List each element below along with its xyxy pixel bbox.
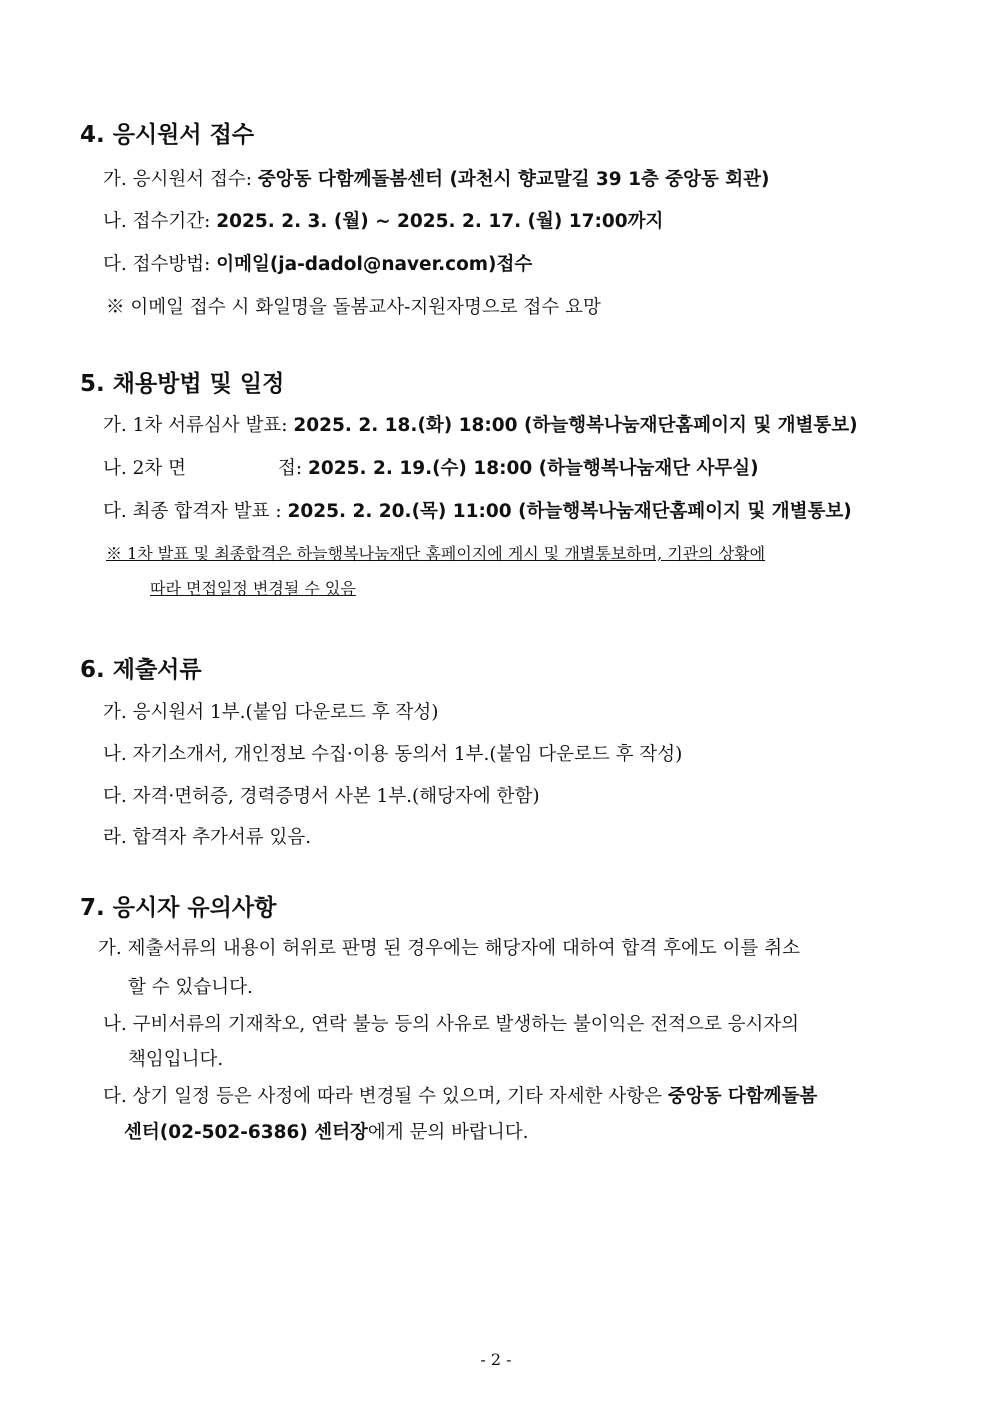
s4-note: ※ 이메일 접수 시 화일명을 돌봄교사-지원자명으로 접수 요망 xyxy=(106,297,601,318)
s6-item-a: 가. 응시원서 1부.(붙임 다운로드 후 작성) xyxy=(103,702,439,723)
section-7-title: 7. 응시자 유의사항 xyxy=(80,895,277,921)
s5-item-b-text: 2025. 2. 19.(수) 18:00 xyxy=(308,458,539,479)
s5-item-b xyxy=(103,454,759,480)
s7-item-a-line2: 할 수 있습니다. xyxy=(128,977,253,998)
s7-item-c-line1-bold: 중앙동 다함께돌봄 xyxy=(667,1086,818,1107)
s4-item-c-prefix: 다. 접수방법: xyxy=(103,254,217,275)
s5-item-c-text: 2025. 2. 20.(목) 11:00 xyxy=(287,501,519,522)
s7-item-c-line2-text: 에게 문의 바랍니다. xyxy=(367,1122,529,1143)
s7-item-c-line2 xyxy=(124,1118,529,1144)
s6-item-c: 다. 자격·면허증, 경력증명서 사본 1부.(해당자에 한함) xyxy=(103,786,540,807)
s4-item-a-bold: 중앙동 다함께돌봄센터 (과천시 향교말길 39 1층 중앙동 회관) xyxy=(257,169,770,190)
s5-item-a-bold: (하늘행복나눔재단홈페이지 및 개별통보) xyxy=(524,415,858,436)
s5-item-c xyxy=(103,497,852,523)
s5-item-c-prefix: 다. 최종 합격자 발표 : xyxy=(103,501,288,522)
s4-item-a xyxy=(103,165,770,191)
s5-item-b-bold: (하늘행복나눔재단 사무실) xyxy=(538,458,759,479)
s7-item-b-line2: 책임입니다. xyxy=(128,1049,224,1070)
s4-item-b-text: 2025. 2. 3. (월) ~ 2025. 2. 17. (월) 17:00까지 xyxy=(216,211,664,232)
s4-item-c-bold: 이메일(ja-dadol@naver.com)접수 xyxy=(216,254,533,275)
section-4-title: 4. 응시원서 접수 xyxy=(80,122,255,148)
s5-note-line1: ※ 1차 발표 및 최종합격은 하늘행복나눔재단 홈페이지에 게시 및 개별통보하며, 기관의 상황에 xyxy=(106,544,766,563)
s7-item-a-line1: 가. 제출서류의 내용이 허위로 판명 된 경우에는 해당자에 대하여 합격 후에도 이를 취소 xyxy=(98,938,800,959)
s5-item-a xyxy=(103,411,858,437)
s4-item-c xyxy=(103,250,532,276)
s5-item-b-prefix2: 접: xyxy=(278,458,309,479)
s5-item-a-text: 2025. 2. 18.(화) 18:00 xyxy=(293,415,524,436)
section-6-title: 6. 제출서류 xyxy=(80,657,202,683)
s5-note-line2: 따라 면접일정 변경될 수 있음 xyxy=(150,579,356,598)
section-5-title: 5. 채용방법 및 일정 xyxy=(80,371,285,397)
s7-item-c-line1 xyxy=(103,1082,817,1108)
s6-item-b: 나. 자기소개서, 개인정보 수집·이용 동의서 1부.(붙임 다운로드 후 작성) xyxy=(103,744,683,765)
page-number: - 2 - xyxy=(480,1350,512,1369)
s4-item-b-prefix: 나. 접수기간: xyxy=(103,211,217,232)
s7-item-b-line1: 나. 구비서류의 기재착오, 연락 불능 등의 사유로 발생하는 불이익은 전적으로 응시자의 xyxy=(103,1014,800,1035)
s7-item-c-line2-bold: 센터(02-502-6386) 센터장 xyxy=(124,1122,368,1143)
s5-item-b-prefix1: 나. 2차 면 xyxy=(103,458,187,479)
s5-item-a-prefix: 가. 1차 서류심사 발표: xyxy=(103,415,294,436)
s4-item-b xyxy=(103,207,663,233)
s6-item-d: 라. 합격자 추가서류 있음. xyxy=(103,827,312,848)
s4-item-a-prefix: 가. 응시원서 접수: xyxy=(103,169,258,190)
s7-item-c-line1-text: 다. 상기 일정 등은 사정에 따라 변경될 수 있으며, 기타 자세한 사항은 xyxy=(103,1086,668,1107)
s5-item-c-bold: (하늘행복나눔재단홈페이지 및 개별통보) xyxy=(518,501,852,522)
